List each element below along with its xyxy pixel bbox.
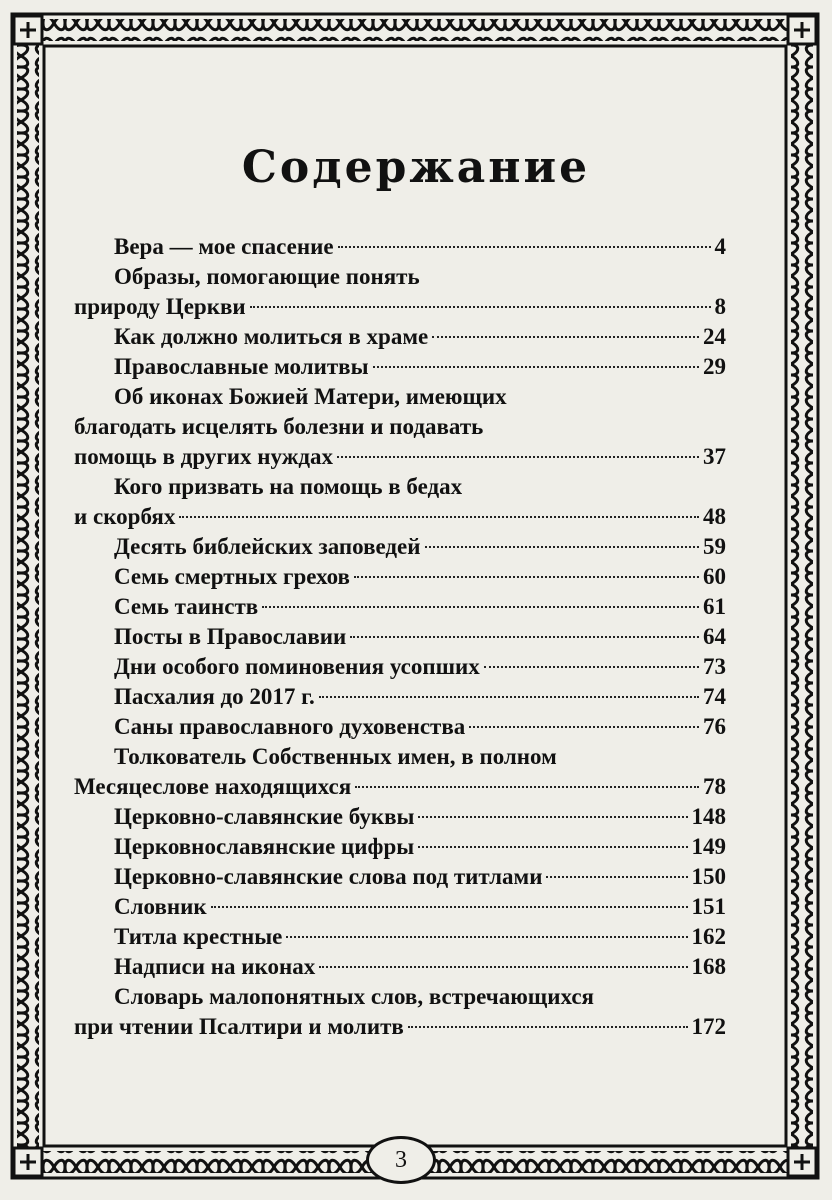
toc-entry-text: Словник — [114, 894, 207, 919]
toc-entry — [74, 562, 726, 592]
toc-entry-line: благодать исцелять болезни и подавать — [74, 414, 484, 439]
dot-leader — [418, 816, 687, 818]
toc-entry-last-line — [74, 292, 726, 322]
toc-page-number: 150 — [691, 864, 726, 889]
toc-page-number: 73 — [703, 654, 726, 679]
toc-entry-last-line — [74, 862, 726, 892]
toc-entry-text: Церковно-славянские буквы — [114, 804, 415, 829]
toc-entry-last-line — [74, 1012, 726, 1042]
toc-page-number: 172 — [691, 1014, 726, 1039]
dot-leader — [337, 456, 699, 458]
toc-entry-last-line — [74, 532, 726, 562]
toc-entry-text: Дни особого поминовения усопших — [114, 654, 480, 679]
dot-leader — [355, 786, 699, 788]
dot-leader — [469, 726, 699, 728]
toc-entry — [74, 622, 726, 652]
toc-entry-text: природу Церкви — [74, 294, 246, 319]
toc-entry-last-line — [74, 682, 726, 712]
toc-entry-line: Об иконах Божией Матери, имеющих — [114, 384, 507, 409]
dot-leader — [354, 576, 699, 578]
dot-leader — [408, 1026, 688, 1028]
toc-entry — [74, 892, 726, 922]
toc-page-number: 149 — [691, 834, 726, 859]
dot-leader — [484, 666, 699, 668]
toc-entry-text: помощь в других нуждах — [74, 444, 334, 469]
toc-entry-last-line — [74, 712, 726, 742]
toc-entry — [74, 232, 726, 262]
toc-page-number: 162 — [691, 924, 726, 949]
toc-entry-text: Посты в Православии — [114, 624, 347, 649]
dot-leader — [179, 516, 699, 518]
toc-page-number: 76 — [703, 714, 726, 739]
toc-entry-text: Церковнославянские цифры — [114, 834, 415, 859]
toc-page-number: 64 — [703, 624, 726, 649]
toc-entry — [74, 862, 726, 892]
toc-entry-text: Надписи на иконах — [114, 954, 316, 979]
toc-entry-text: Православные молитвы — [114, 354, 369, 379]
toc-entry — [74, 922, 726, 952]
dot-leader — [286, 936, 687, 938]
toc-page-number: 24 — [703, 324, 726, 349]
toc-entry — [74, 832, 726, 862]
toc-page-number: 74 — [703, 684, 726, 709]
toc-entry-line: Словарь малопонятных слов, встречающихся — [114, 984, 594, 1009]
toc-entry — [74, 382, 726, 472]
toc-entry-text: Вера — мое спасение — [114, 234, 334, 259]
dot-leader — [338, 246, 711, 248]
toc-entry-last-line — [74, 622, 726, 652]
toc-entry-text: Как должно молиться в храме — [114, 324, 429, 349]
toc-entry — [74, 322, 726, 352]
toc-page-number: 48 — [703, 504, 726, 529]
toc-entry — [74, 352, 726, 382]
page-number: 3 — [366, 1136, 436, 1184]
dot-leader — [250, 306, 711, 308]
dot-leader — [262, 606, 699, 608]
toc-entry-last-line — [74, 802, 726, 832]
toc-entry — [74, 982, 726, 1042]
toc-entry-last-line — [74, 592, 726, 622]
toc-entry-line: Кого призвать на помощь в бедах — [114, 474, 463, 499]
toc-entry-last-line — [74, 442, 726, 472]
dot-leader — [418, 846, 687, 848]
toc-entry-last-line — [74, 772, 726, 802]
toc-entry-last-line — [74, 652, 726, 682]
toc-page-number: 168 — [691, 954, 726, 979]
toc-entry-last-line — [74, 892, 726, 922]
table-of-contents — [74, 232, 726, 1042]
toc-page-number: 59 — [703, 534, 726, 559]
toc-entry-last-line — [74, 562, 726, 592]
dot-leader — [350, 636, 699, 638]
toc-entry-text: Семь смертных грехов — [114, 564, 350, 589]
toc-entry-text: Десять библейских заповедей — [114, 534, 421, 559]
toc-entry-last-line — [74, 952, 726, 982]
dot-leader — [425, 546, 699, 548]
toc-entry — [74, 592, 726, 622]
toc-entry — [74, 532, 726, 562]
toc-entry — [74, 262, 726, 322]
toc-page-number: 78 — [703, 774, 726, 799]
toc-entry-text: Семь таинств — [114, 594, 259, 619]
toc-entry — [74, 952, 726, 982]
toc-entry — [74, 802, 726, 832]
toc-entry-text: Церковно-славянские слова под титлами — [114, 864, 543, 889]
toc-entry — [74, 712, 726, 742]
toc-page-number: 61 — [703, 594, 726, 619]
dot-leader — [373, 366, 699, 368]
dot-leader — [319, 696, 699, 698]
toc-page-number: 29 — [703, 354, 726, 379]
toc-entry-line: Образы, помогающие понять — [114, 264, 420, 289]
toc-entry-text: при чтении Псалтири и молитв — [74, 1014, 404, 1039]
toc-entry-last-line — [74, 832, 726, 862]
toc-entry-last-line — [74, 352, 726, 382]
dot-leader — [319, 966, 687, 968]
toc-entry-text: Пасхалия до 2017 г. — [114, 684, 315, 709]
toc-entry — [74, 472, 726, 532]
toc-entry-text: Титла крестные — [114, 924, 283, 949]
toc-entry-text: и скорбях — [74, 504, 176, 529]
dot-leader — [546, 876, 687, 878]
toc-entry-last-line — [74, 322, 726, 352]
dot-leader — [432, 336, 699, 338]
toc-page-number: 4 — [714, 234, 726, 259]
toc-entry-last-line — [74, 502, 726, 532]
toc-entry — [74, 742, 726, 802]
toc-entry-text: Месяцеслове находящихся — [74, 774, 352, 799]
toc-entry-line: Толкователь Собственных имен, в полном — [114, 744, 557, 769]
toc-entry — [74, 682, 726, 712]
page-title: Содержание — [241, 142, 591, 193]
toc-page-number: 148 — [691, 804, 726, 829]
toc-entry — [74, 652, 726, 682]
toc-entry-text: Саны православного духовенства — [114, 714, 466, 739]
toc-page-number: 60 — [703, 564, 726, 589]
toc-page-number: 8 — [714, 294, 726, 319]
toc-page-number: 37 — [703, 444, 726, 469]
toc-entry-last-line — [74, 232, 726, 262]
dot-leader — [211, 906, 688, 908]
toc-entry-last-line — [74, 922, 726, 952]
toc-page-number: 151 — [691, 894, 726, 919]
